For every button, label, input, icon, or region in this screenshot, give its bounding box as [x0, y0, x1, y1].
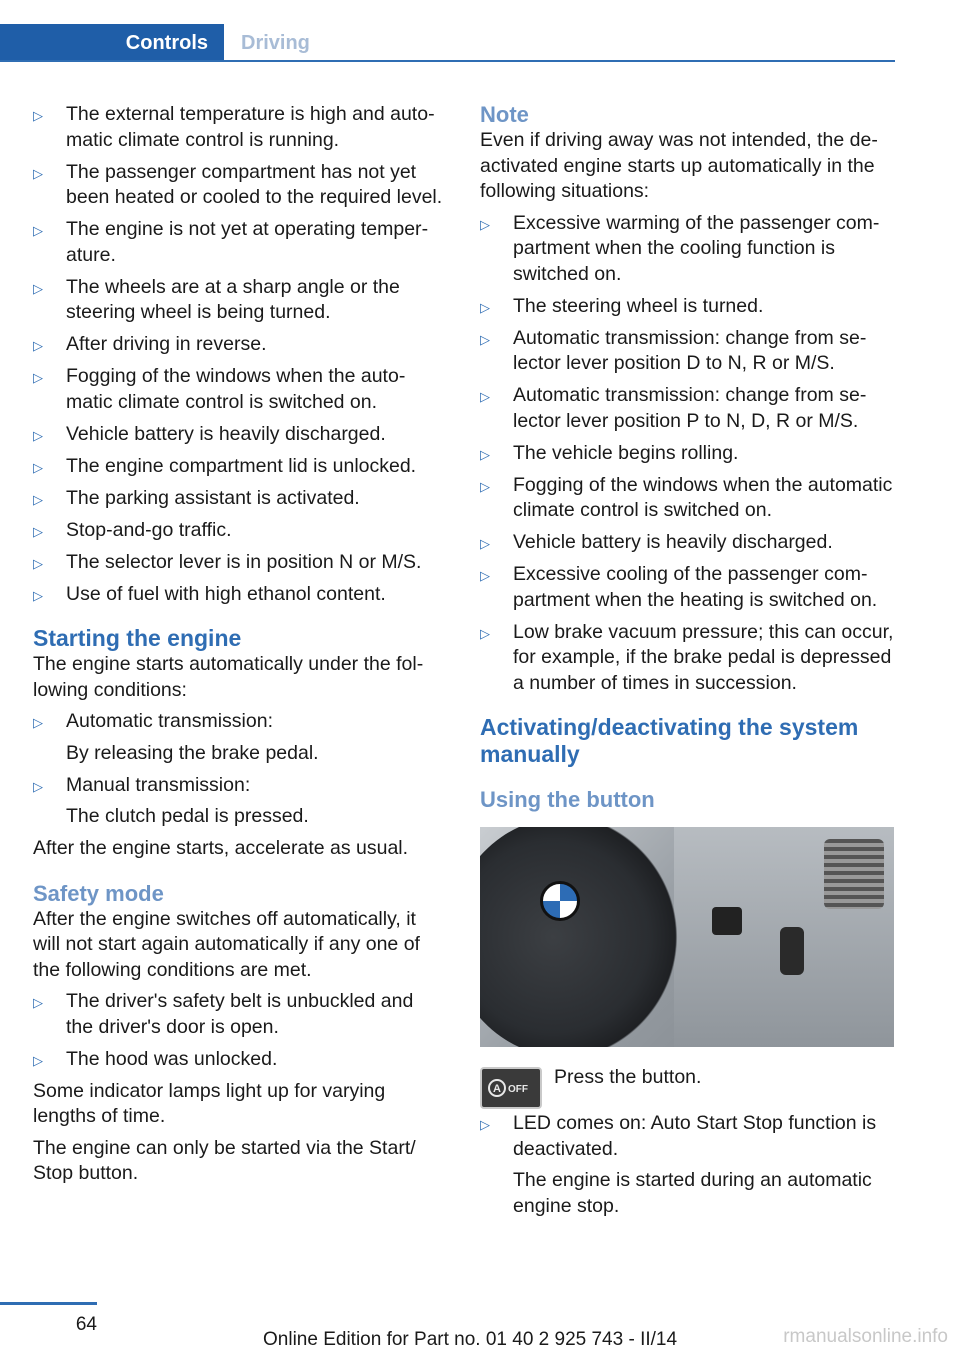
list-item-text: Excessive warming of the passenger compartment when the cooling function is switched on. [513, 211, 880, 285]
triangle-bullet-icon: ▷ [33, 491, 43, 507]
list-item-text: The external temperature is high and automatic climate control is running. [66, 103, 435, 151]
list-item-text: The parking assistant is activated. [66, 486, 360, 509]
triangle-bullet-icon: ▷ [480, 299, 490, 315]
tab-driving[interactable]: Driving [241, 31, 310, 54]
safety-intro: After the engine switches off automatically, it will not start again automatically if any one of the following conditions are met. [33, 907, 420, 981]
triangle-bullet-icon: ▷ [33, 587, 43, 603]
list-item [480, 620, 894, 697]
triangle-bullet-icon: ▷ [33, 523, 43, 539]
page-footer [0, 1302, 960, 1362]
triangle-bullet-icon: ▷ [480, 625, 490, 641]
triangle-bullet-icon: ▷ [33, 280, 43, 296]
activating-heading: Activating/deactivating the system manually [480, 714, 859, 767]
using-button-heading: Using the button [480, 787, 655, 812]
led-list [480, 1111, 894, 1219]
triangle-bullet-icon: ▷ [480, 331, 490, 347]
led-detail: The engine is started during an automatic engine stop. [513, 1169, 872, 1217]
safety-mode-heading: Safety mode [33, 880, 164, 906]
triangle-bullet-icon: ▷ [33, 1052, 43, 1068]
list-item-text: The hood was unlocked. [66, 1047, 278, 1070]
list-item-detail: The clutch pedal is pressed. [66, 805, 309, 827]
list-item [33, 518, 443, 544]
triangle-bullet-icon: ▷ [480, 1117, 490, 1132]
led-label: LED comes on: Auto Start Stop function is deactivated. [513, 1112, 877, 1160]
list-item-text: Excessive cooling of the passenger compartment when the heating is switched on. [513, 563, 878, 611]
list-item [33, 1047, 443, 1073]
list-item [33, 773, 443, 830]
list-item-text: Use of fuel with high ethanol content. [66, 582, 386, 605]
list-item [480, 441, 894, 467]
list-item-text: Automatic transmission: change from selector lever position P to N, D, R or M/S. [513, 384, 867, 432]
list-item [33, 582, 443, 608]
list-item [480, 1111, 894, 1219]
list-item [480, 326, 894, 377]
list-item [33, 102, 443, 153]
note-title: Note [480, 102, 529, 127]
indicator-text: Some indicator lamps light up for varying lengths of time. [33, 1079, 386, 1127]
air-vent-shape [824, 839, 884, 909]
start-stop-text: The engine can only be started via the Start/ Stop button. [33, 1136, 416, 1184]
list-item-text: The engine compartment lid is unlocked. [66, 454, 417, 477]
starting-conditions-list [33, 709, 443, 830]
list-item [33, 422, 443, 448]
list-item [480, 530, 894, 556]
list-item [480, 211, 894, 288]
triangle-bullet-icon: ▷ [33, 223, 43, 238]
note-intro: Even if driving away was not intended, the deactivated engine starts up automatically in the following situations: [480, 129, 878, 202]
list-item-text: Automatic transmission: change from selector lever position D to N, R or M/S. [513, 326, 867, 374]
list-item [480, 562, 894, 613]
svg-text:OFF: OFF [508, 1084, 528, 1095]
list-item [33, 275, 443, 326]
edition-text: Online Edition for Part no. 01 40 2 925 743 - II/14 [263, 1329, 678, 1350]
triangle-bullet-icon: ▷ [33, 108, 43, 123]
starting-intro: The engine starts automatically under the following conditions: [33, 653, 424, 701]
list-item-text: The vehicle begins rolling. [513, 441, 739, 464]
list-item [33, 486, 443, 512]
triangle-bullet-icon: ▷ [480, 446, 490, 462]
list-item-text: After driving in reverse. [66, 333, 267, 355]
triangle-bullet-icon: ▷ [33, 995, 43, 1010]
steering-wheel-shape [480, 827, 680, 1047]
triangle-bullet-icon: ▷ [33, 555, 43, 571]
auto-start-stop-button-shape [780, 927, 804, 975]
steering-wheel-photo [480, 827, 894, 1047]
list-item-text: The engine is not yet at operating temperature. [66, 218, 429, 266]
list-item-text: The selector lever is in position N or M/S. [66, 550, 422, 573]
triangle-bullet-icon: ▷ [33, 459, 43, 475]
triangle-bullet-icon: ▷ [33, 370, 43, 385]
triangle-bullet-icon: ▷ [480, 568, 490, 583]
triangle-bullet-icon: ▷ [33, 778, 43, 794]
list-item-text: The passenger compartment has not yet been heated or cooled to the required level. [66, 160, 443, 208]
list-item-text: The steering wheel is turned. [513, 294, 764, 317]
list-item-text: Vehicle battery is heavily discharged. [66, 422, 386, 445]
auto-start-stop-off-icon [480, 1067, 542, 1109]
list-item-text: Low brake vacuum pressure; this can occur, for example, if the brake pedal is depressed a number of times in succession. [513, 620, 894, 694]
triangle-bullet-icon: ▷ [33, 165, 43, 181]
list-item-label: Automatic transmission: [66, 710, 273, 732]
note-situations-list [480, 211, 894, 697]
list-item [33, 332, 443, 358]
triangle-bullet-icon: ▷ [33, 338, 43, 353]
triangle-bullet-icon: ▷ [480, 536, 490, 551]
list-item [33, 550, 443, 576]
page-number: 64 [75, 1314, 97, 1335]
bmw-logo-icon [540, 881, 580, 921]
safety-conditions-list [33, 989, 443, 1072]
list-item [33, 217, 443, 268]
list-item [33, 364, 443, 415]
watermark: rmanualsonline.info [783, 1326, 948, 1347]
left-column [33, 102, 443, 1193]
triangle-bullet-icon: ▷ [33, 427, 43, 443]
list-item [33, 160, 443, 211]
list-item [33, 709, 443, 766]
list-item-text: Fogging of the windows when the automatic climate control is switched on. [66, 365, 406, 413]
list-item-text: Fogging of the windows when the automatic climate control is switched on. [513, 473, 893, 521]
right-column [480, 102, 894, 1226]
starting-engine-heading: Starting the engine [33, 625, 242, 651]
triangle-bullet-icon: ▷ [480, 216, 490, 232]
after-start-text: After the engine starts, accelerate as usual. [33, 837, 409, 859]
list-item-text: Stop-and-go traffic. [66, 518, 232, 541]
list-item-text: The driver's safety belt is unbuckled and the driver's door is open. [66, 990, 414, 1038]
press-button-row [480, 1067, 894, 1111]
list-item [480, 294, 894, 320]
control-stalk-shape [712, 907, 742, 935]
list-item [480, 383, 894, 434]
press-button-text: Press the button. [554, 1066, 702, 1088]
list-item [480, 473, 894, 524]
list-item-text: The wheels are at a sharp angle or the steering wheel is being turned. [66, 275, 400, 323]
triangle-bullet-icon: ▷ [480, 389, 490, 404]
list-item [33, 454, 443, 480]
list-item-label: Manual transmission: [66, 773, 251, 796]
svg-text:A: A [493, 1083, 501, 1095]
list-item [33, 989, 443, 1040]
triangle-bullet-icon: ▷ [480, 478, 490, 494]
triangle-bullet-icon: ▷ [33, 715, 43, 730]
list-item-detail: By releasing the brake pedal. [66, 741, 319, 764]
page-number-rule [0, 1302, 97, 1305]
list-item-text: Vehicle battery is heavily discharged. [513, 531, 833, 553]
chapter-header [0, 24, 895, 62]
conditions-list [33, 102, 443, 607]
header-rule [0, 60, 895, 62]
tab-controls[interactable]: Controls [0, 24, 224, 62]
